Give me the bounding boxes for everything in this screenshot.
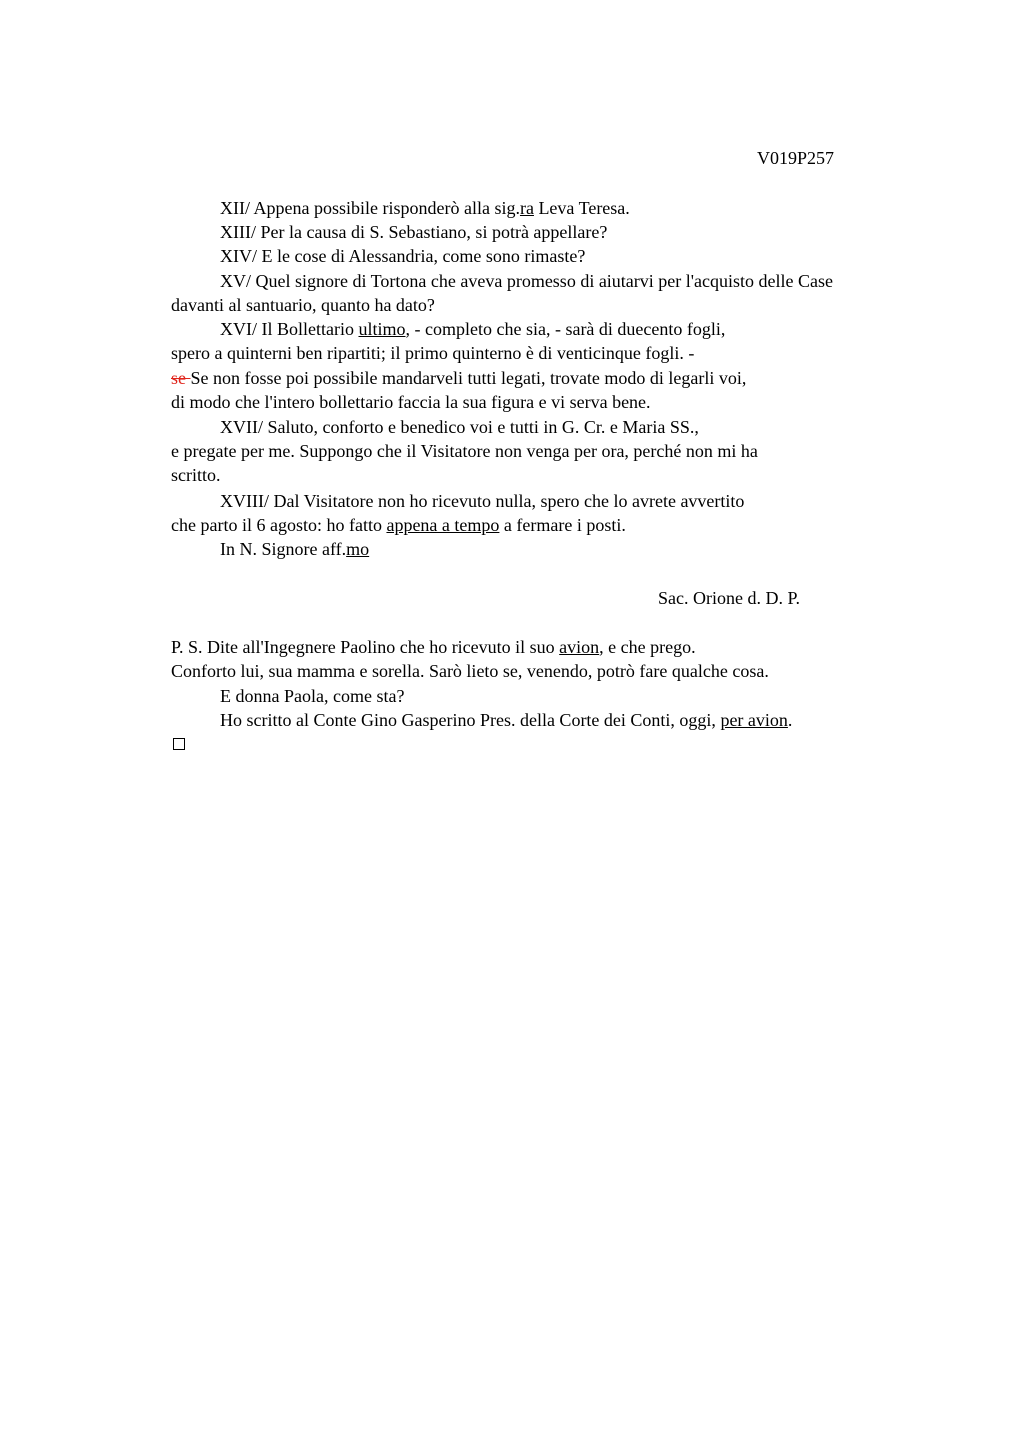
- postscript-line-3: E donna Paola, come sta?: [220, 686, 405, 706]
- paragraph-xvi-line-2: spero a quinterni ben ripartiti; il primo quinterno è di venticinque fogli. -: [171, 343, 695, 363]
- deleted-word: se: [171, 368, 191, 388]
- paragraph-xii: XII/ Appena possibile risponderò alla sig.ra Leva Teresa.: [220, 198, 630, 218]
- paragraph-xvii-line-2: e pregate per me. Suppongo che il Visitatore non venga per ora, perché non mi ha: [171, 441, 758, 461]
- paragraph-xvii-line-1: XVII/ Saluto, conforto e benedico voi e tutti in G. Cr. e Maria SS.,: [220, 417, 699, 437]
- end-marker-box: [173, 738, 185, 750]
- paragraph-xv-line-2: davanti al santuario, quanto ha dato?: [171, 295, 435, 315]
- page-reference: V019P257: [757, 148, 835, 168]
- paragraph-xiii: XIII/ Per la causa di S. Sebastiano, si potrà appellare?: [220, 222, 608, 242]
- postscript-line-4: Ho scritto al Conte Gino Gasperino Pres. della Corte dei Conti, oggi, per avion.: [220, 710, 793, 730]
- paragraph-xv-line-1: XV/ Quel signore di Tortona che aveva promesso di aiutarvi per l'acquisto delle Case: [220, 271, 833, 291]
- paragraph-xvii-line-3: scritto.: [171, 465, 221, 485]
- postscript-line-1: P. S. Dite all'Ingegnere Paolino che ho ricevuto il suo avion, e che prego.: [171, 637, 696, 657]
- signature: Sac. Orione d. D. P.: [658, 588, 800, 608]
- paragraph-xvi-line-4: di modo che l'intero bollettario faccia la sua figura e vi serva bene.: [171, 392, 651, 412]
- paragraph-xviii-line-1: XVIII/ Dal Visitatore non ho ricevuto nulla, spero che lo avrete avvertito: [220, 491, 745, 511]
- paragraph-xviii-line-2: che parto il 6 agosto: ho fatto appena a tempo a fermare i posti.: [171, 515, 626, 535]
- paragraph-xiv: XIV/ E le cose di Alessandria, come sono rimaste?: [220, 246, 586, 266]
- postscript-line-2: Conforto lui, sua mamma e sorella. Sarò lieto se, venendo, potrò fare qualche cosa.: [171, 661, 769, 681]
- paragraph-xvi-line-3: se Se non fosse poi possibile mandarveli tutti legati, trovate modo di legarli voi,: [171, 368, 747, 388]
- closing-line: In N. Signore aff.mo: [220, 539, 370, 559]
- paragraph-xvi-line-1: XVI/ Il Bollettario ultimo, - completo che sia, - sarà di duecento fogli,: [220, 319, 726, 339]
